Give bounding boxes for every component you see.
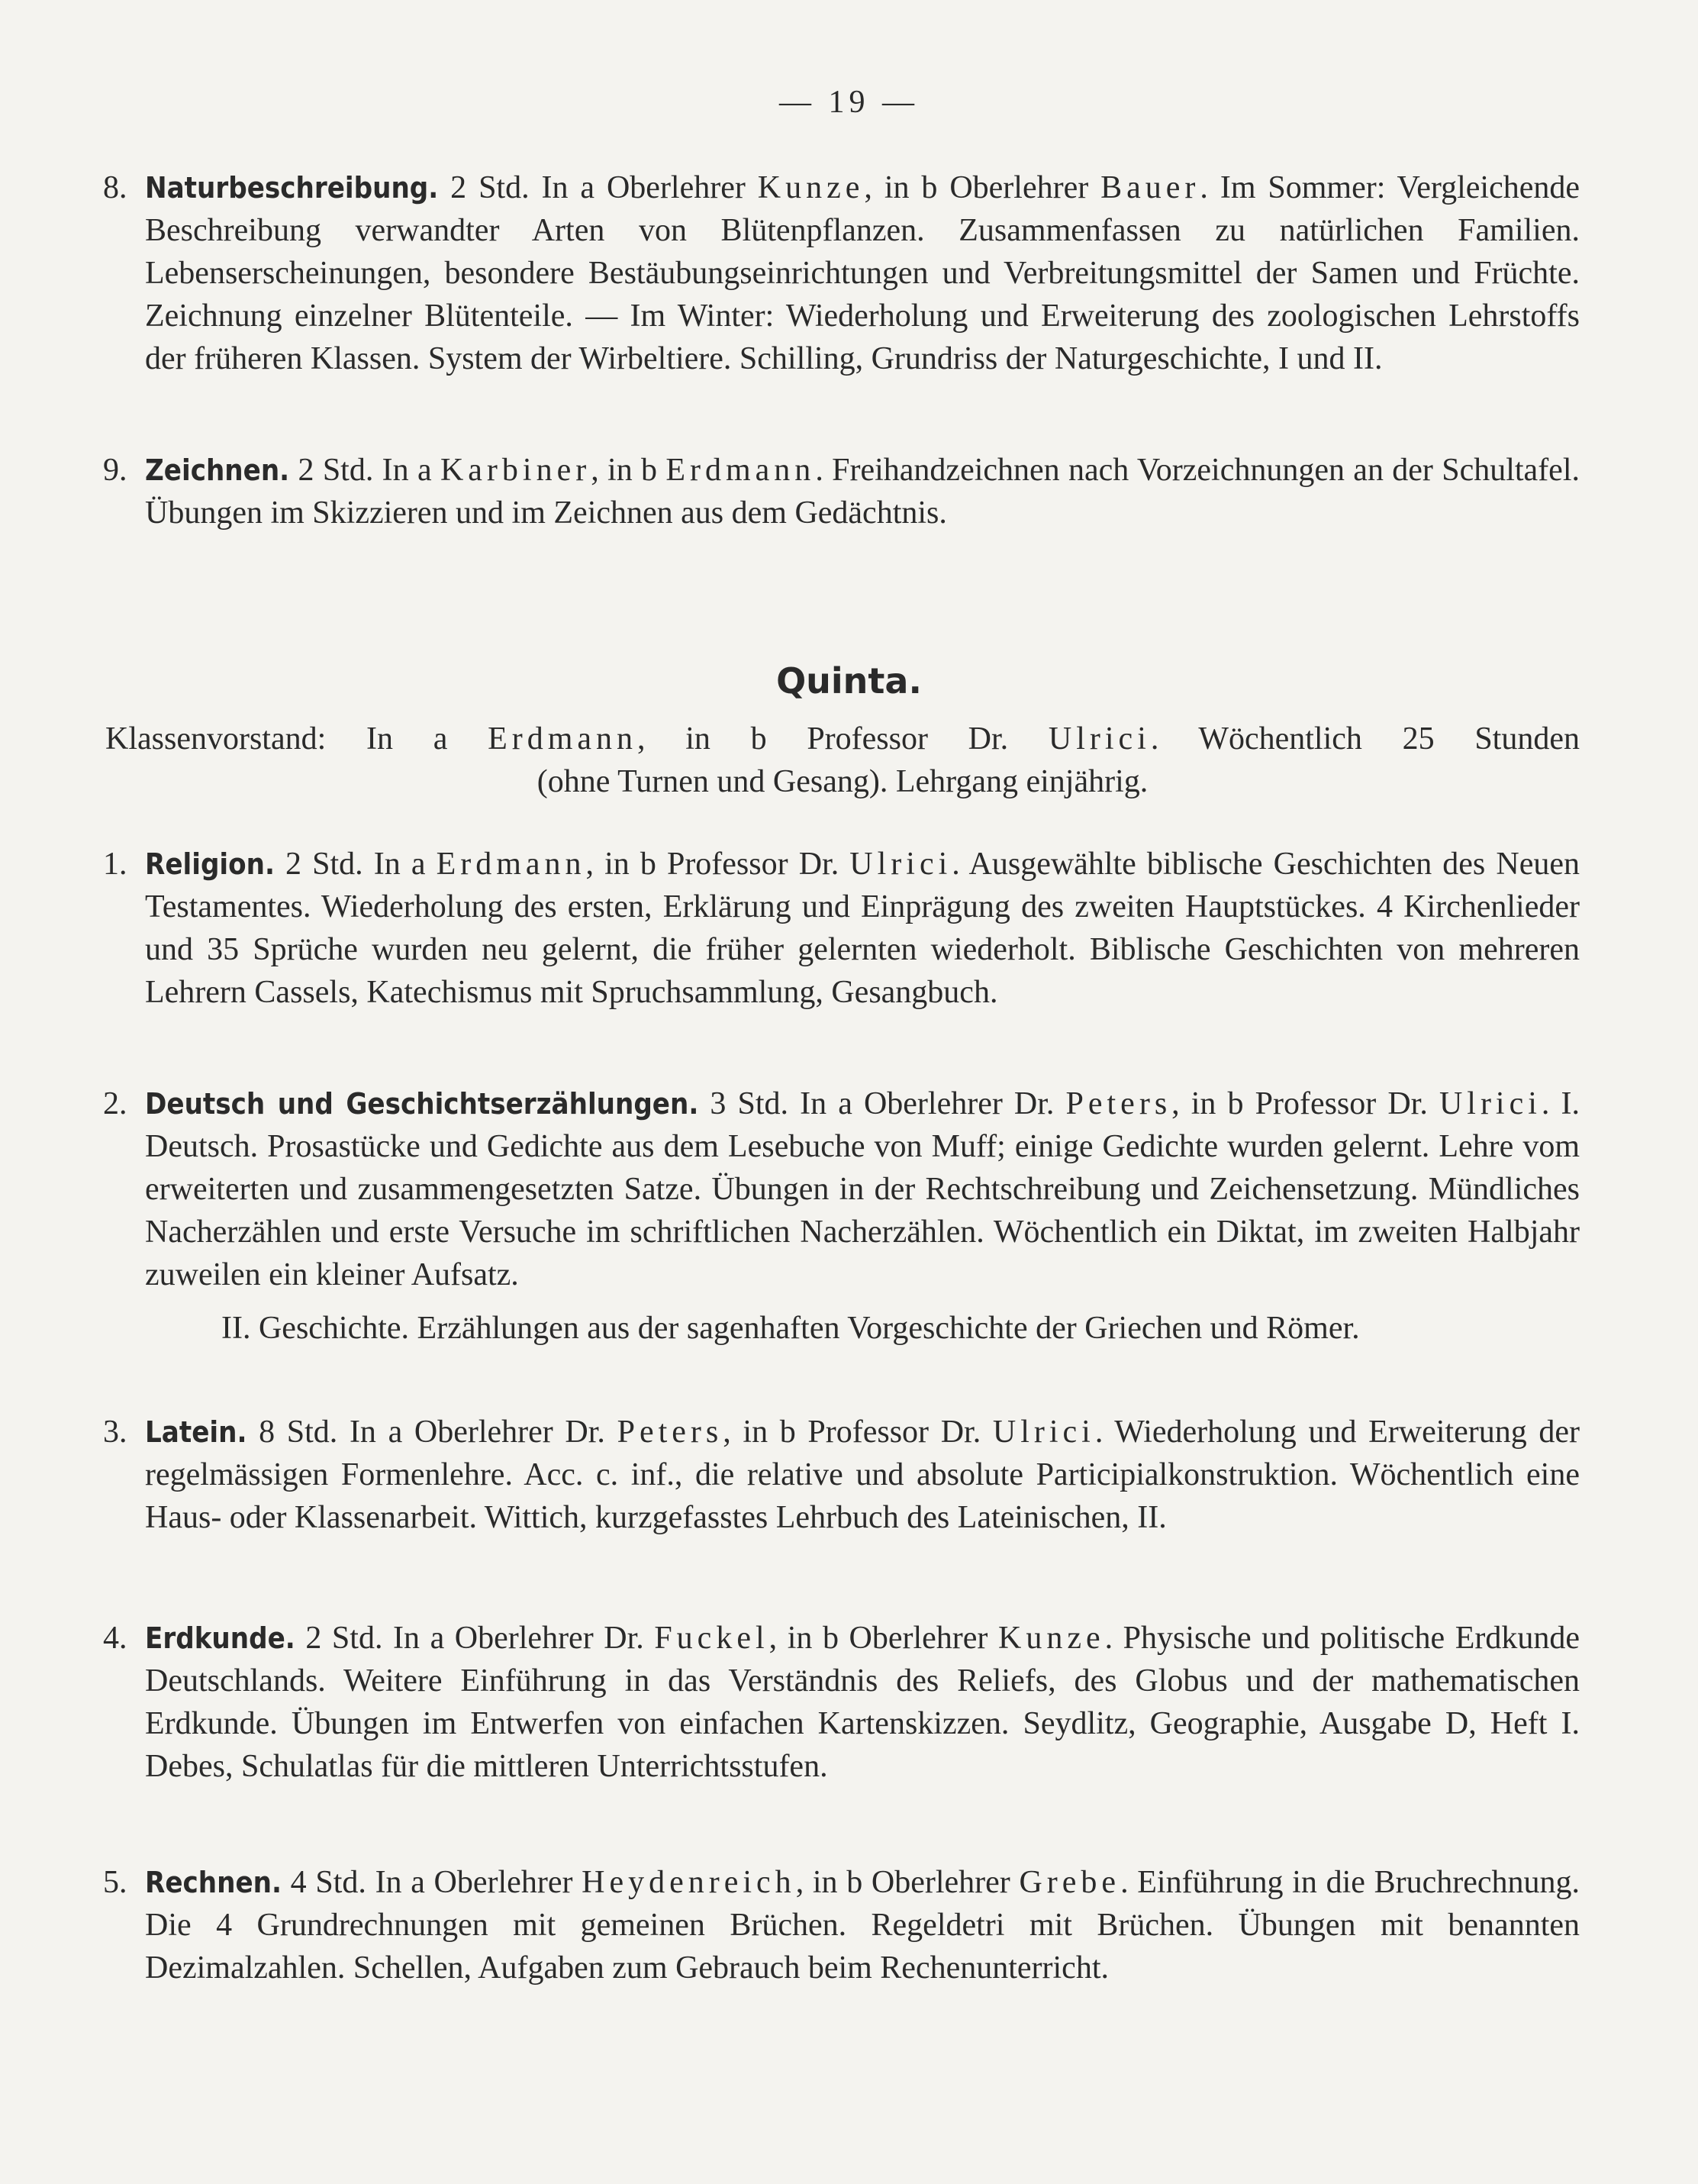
section-number: 4. bbox=[103, 1621, 127, 1656]
text-run: . Einführung in die Bruchrechnung. Die 4 Grundrechnungen mit gemeinen Brüchen. Regeldetri mit Brüchen. Übungen mit benannten Dezimalzahlen. Schellen, Aufgaben zum Gebrauch beim Rechenunterricht. bbox=[145, 1865, 1580, 1986]
section-number: 9. bbox=[103, 453, 127, 488]
spaced-name: Kunze bbox=[757, 170, 865, 205]
text-run: , in b Professor Dr. bbox=[585, 847, 850, 882]
section-heading: Naturbeschreibung. bbox=[145, 171, 439, 205]
class-title: Quinta. bbox=[776, 660, 922, 702]
section-body bbox=[145, 453, 1580, 531]
spaced-name: Erdmann bbox=[436, 847, 586, 882]
text-run: , in b Professor Dr. bbox=[723, 1415, 993, 1450]
section-heading: Deutsch und Geschichtserzählungen. bbox=[145, 1087, 699, 1121]
text-run: . I. Deutsch. Prosastücke und Gedichte aus dem Lesebuche von Muff; einige Gedichte wurden gelernt. Lehre vom erweiterten und zusammengesetzten Satze. Übungen in der Rechtschreibung und Zeichensetzung. Mündliches Nacherzählen und erste Versuche im schriftlichen Nacherzählen. Wöchentlich ein Diktat, im zweiten Halbjahr zuweilen ein kleiner Aufsatz. bbox=[145, 1086, 1580, 1292]
spaced-name: Kunze bbox=[997, 1621, 1105, 1656]
section-subparagraph: II. Geschichte. Erzählungen aus der sagenhaften Vorgeschichte der Griechen und Römer. bbox=[221, 1311, 1360, 1346]
section-body bbox=[145, 1415, 1580, 1535]
section-heading: Religion. bbox=[145, 847, 275, 881]
text-run: , in b bbox=[591, 453, 666, 488]
class-teacher-info bbox=[105, 718, 1580, 803]
spaced-name: Ulrici bbox=[992, 1415, 1095, 1450]
section-text bbox=[145, 166, 1580, 380]
section-number: 3. bbox=[103, 1415, 127, 1450]
spaced-name: Ulrici bbox=[849, 847, 952, 882]
class-hours-line: (ohne Turnen und Gesang). Lehrgang einjährig. bbox=[536, 764, 1149, 799]
spaced-name: Fuckel bbox=[654, 1621, 769, 1656]
section-heading: Rechnen. bbox=[145, 1866, 282, 1899]
section-number: 5. bbox=[103, 1865, 127, 1900]
section-heading: Erdkunde. bbox=[145, 1621, 295, 1655]
section-body bbox=[145, 1621, 1580, 1784]
text-run: 8 Std. In a Oberlehrer Dr. bbox=[246, 1415, 617, 1450]
section-text bbox=[145, 843, 1580, 1014]
spaced-name: Ulrici bbox=[1439, 1086, 1542, 1121]
section-heading: Zeichnen. bbox=[145, 453, 290, 487]
text-run: , in b Oberlehrer bbox=[795, 1865, 1020, 1900]
page-number: — 19 — bbox=[779, 85, 919, 120]
text-run: . Im Sommer: Vergleichende Beschreibung verwandter Arten von Blütenpflanzen. Zusammenfassen zu natürlichen Familien. Lebenserscheinungen, besondere Bestäubungseinrichtungen und Verbreitungsmittel der Samen und Früchte. Zeichnung einzelner Blütenteile. — Im Winter: Wiederholung und Erweiterung des zoologischen Lehrstoffs der früheren Klassen. System der Wirbeltiere. Schilling, Grundriss der Naturgeschichte, I und II. bbox=[145, 170, 1580, 376]
spaced-name: Heydenreich bbox=[582, 1865, 796, 1900]
section-text bbox=[145, 1082, 1580, 1296]
section-text bbox=[145, 1411, 1580, 1539]
section-religion bbox=[103, 843, 1580, 1014]
section-body bbox=[145, 847, 1580, 1010]
spaced-name: Bauer bbox=[1100, 170, 1200, 205]
section-deutsch bbox=[103, 1082, 1580, 1350]
text-run: 2 Std. In a Oberlehrer bbox=[438, 170, 758, 205]
spaced-name: Peters bbox=[1065, 1086, 1172, 1121]
class-teacher-text bbox=[105, 721, 1580, 756]
section-body bbox=[145, 1865, 1580, 1986]
section-zeichnen bbox=[103, 449, 1580, 534]
text-run: 2 Std. In a bbox=[274, 847, 437, 882]
text-run: . Freihandzeichnen nach Vorzeichnungen an der Schultafel. Übungen im Skizzieren und im Zeichnen aus dem Gedächtnis. bbox=[145, 453, 1580, 531]
spaced-name: Erdmann bbox=[665, 453, 816, 488]
text-run: , in b Oberlehrer bbox=[864, 170, 1101, 205]
section-number: 2. bbox=[103, 1086, 127, 1121]
text-run: 2 Std. In a Oberlehrer Dr. bbox=[295, 1621, 655, 1656]
spaced-name: Erdmann bbox=[488, 721, 638, 756]
section-rechnen bbox=[103, 1861, 1580, 1989]
text-run: 4 Std. In a Oberlehrer bbox=[282, 1865, 582, 1900]
text-run: Klassenvorstand: In a bbox=[105, 721, 488, 756]
text-run: , in b Oberlehrer bbox=[768, 1621, 998, 1656]
section-text bbox=[145, 1861, 1580, 1989]
section-number: 8. bbox=[103, 170, 127, 205]
text-run: , in b Professor Dr. bbox=[637, 721, 1049, 756]
text-run: 3 Std. In a Oberlehrer Dr. bbox=[698, 1086, 1066, 1121]
spaced-name: Peters bbox=[617, 1415, 723, 1450]
section-heading: Latein. bbox=[145, 1415, 247, 1449]
section-number: 1. bbox=[103, 847, 127, 882]
text-run: . Wiederholung und Erweiterung der regelmässigen Formenlehre. Acc. c. inf., die relative und absolute Participialkonstruktion. Wöchentlich eine Haus- oder Klassenarbeit. Wittich, kurzgefasstes Lehrbuch des Lateinischen, II. bbox=[145, 1415, 1580, 1535]
section-text bbox=[145, 1617, 1580, 1788]
spaced-name: Karbiner bbox=[440, 453, 591, 488]
class-teacher-line bbox=[105, 718, 1580, 760]
text-run: 2 Std. In a bbox=[289, 453, 440, 488]
text-run: . Physische und politische Erdkunde Deutschlands. Weitere Einführung in das Verständnis des Reliefs, des Globus und der mathematischen Erdkunde. Übungen im Entwerfen von einfachen Kartenskizzen. Seydlitz, Geographie, Ausgabe D, Heft I. Debes, Schulatlas für die mittleren Unterrichtsstufen. bbox=[145, 1621, 1580, 1784]
section-naturbeschreibung bbox=[103, 166, 1580, 380]
text-run: . Ausgewählte biblische Geschichten des Neuen Testamentes. Wiederholung des ersten, Erklärung und Einprägung des zweiten Hauptstückes. 4 Kirchenlieder und 35 Sprüche wurden neu gelernt, die früher gelernten wiederholt. Biblische Geschichten von mehreren Lehrern Cassels, Katechismus mit Spruchsammlung, Gesangbuch. bbox=[145, 847, 1580, 1010]
text-run: , in b Professor Dr. bbox=[1171, 1086, 1439, 1121]
text-run: . Wöchentlich 25 Stunden bbox=[1150, 721, 1580, 756]
spaced-name: Ulrici bbox=[1048, 721, 1151, 756]
section-erdkunde bbox=[103, 1617, 1580, 1788]
section-latein bbox=[103, 1411, 1580, 1539]
section-text bbox=[145, 449, 1580, 534]
spaced-name: Grebe bbox=[1019, 1865, 1121, 1900]
